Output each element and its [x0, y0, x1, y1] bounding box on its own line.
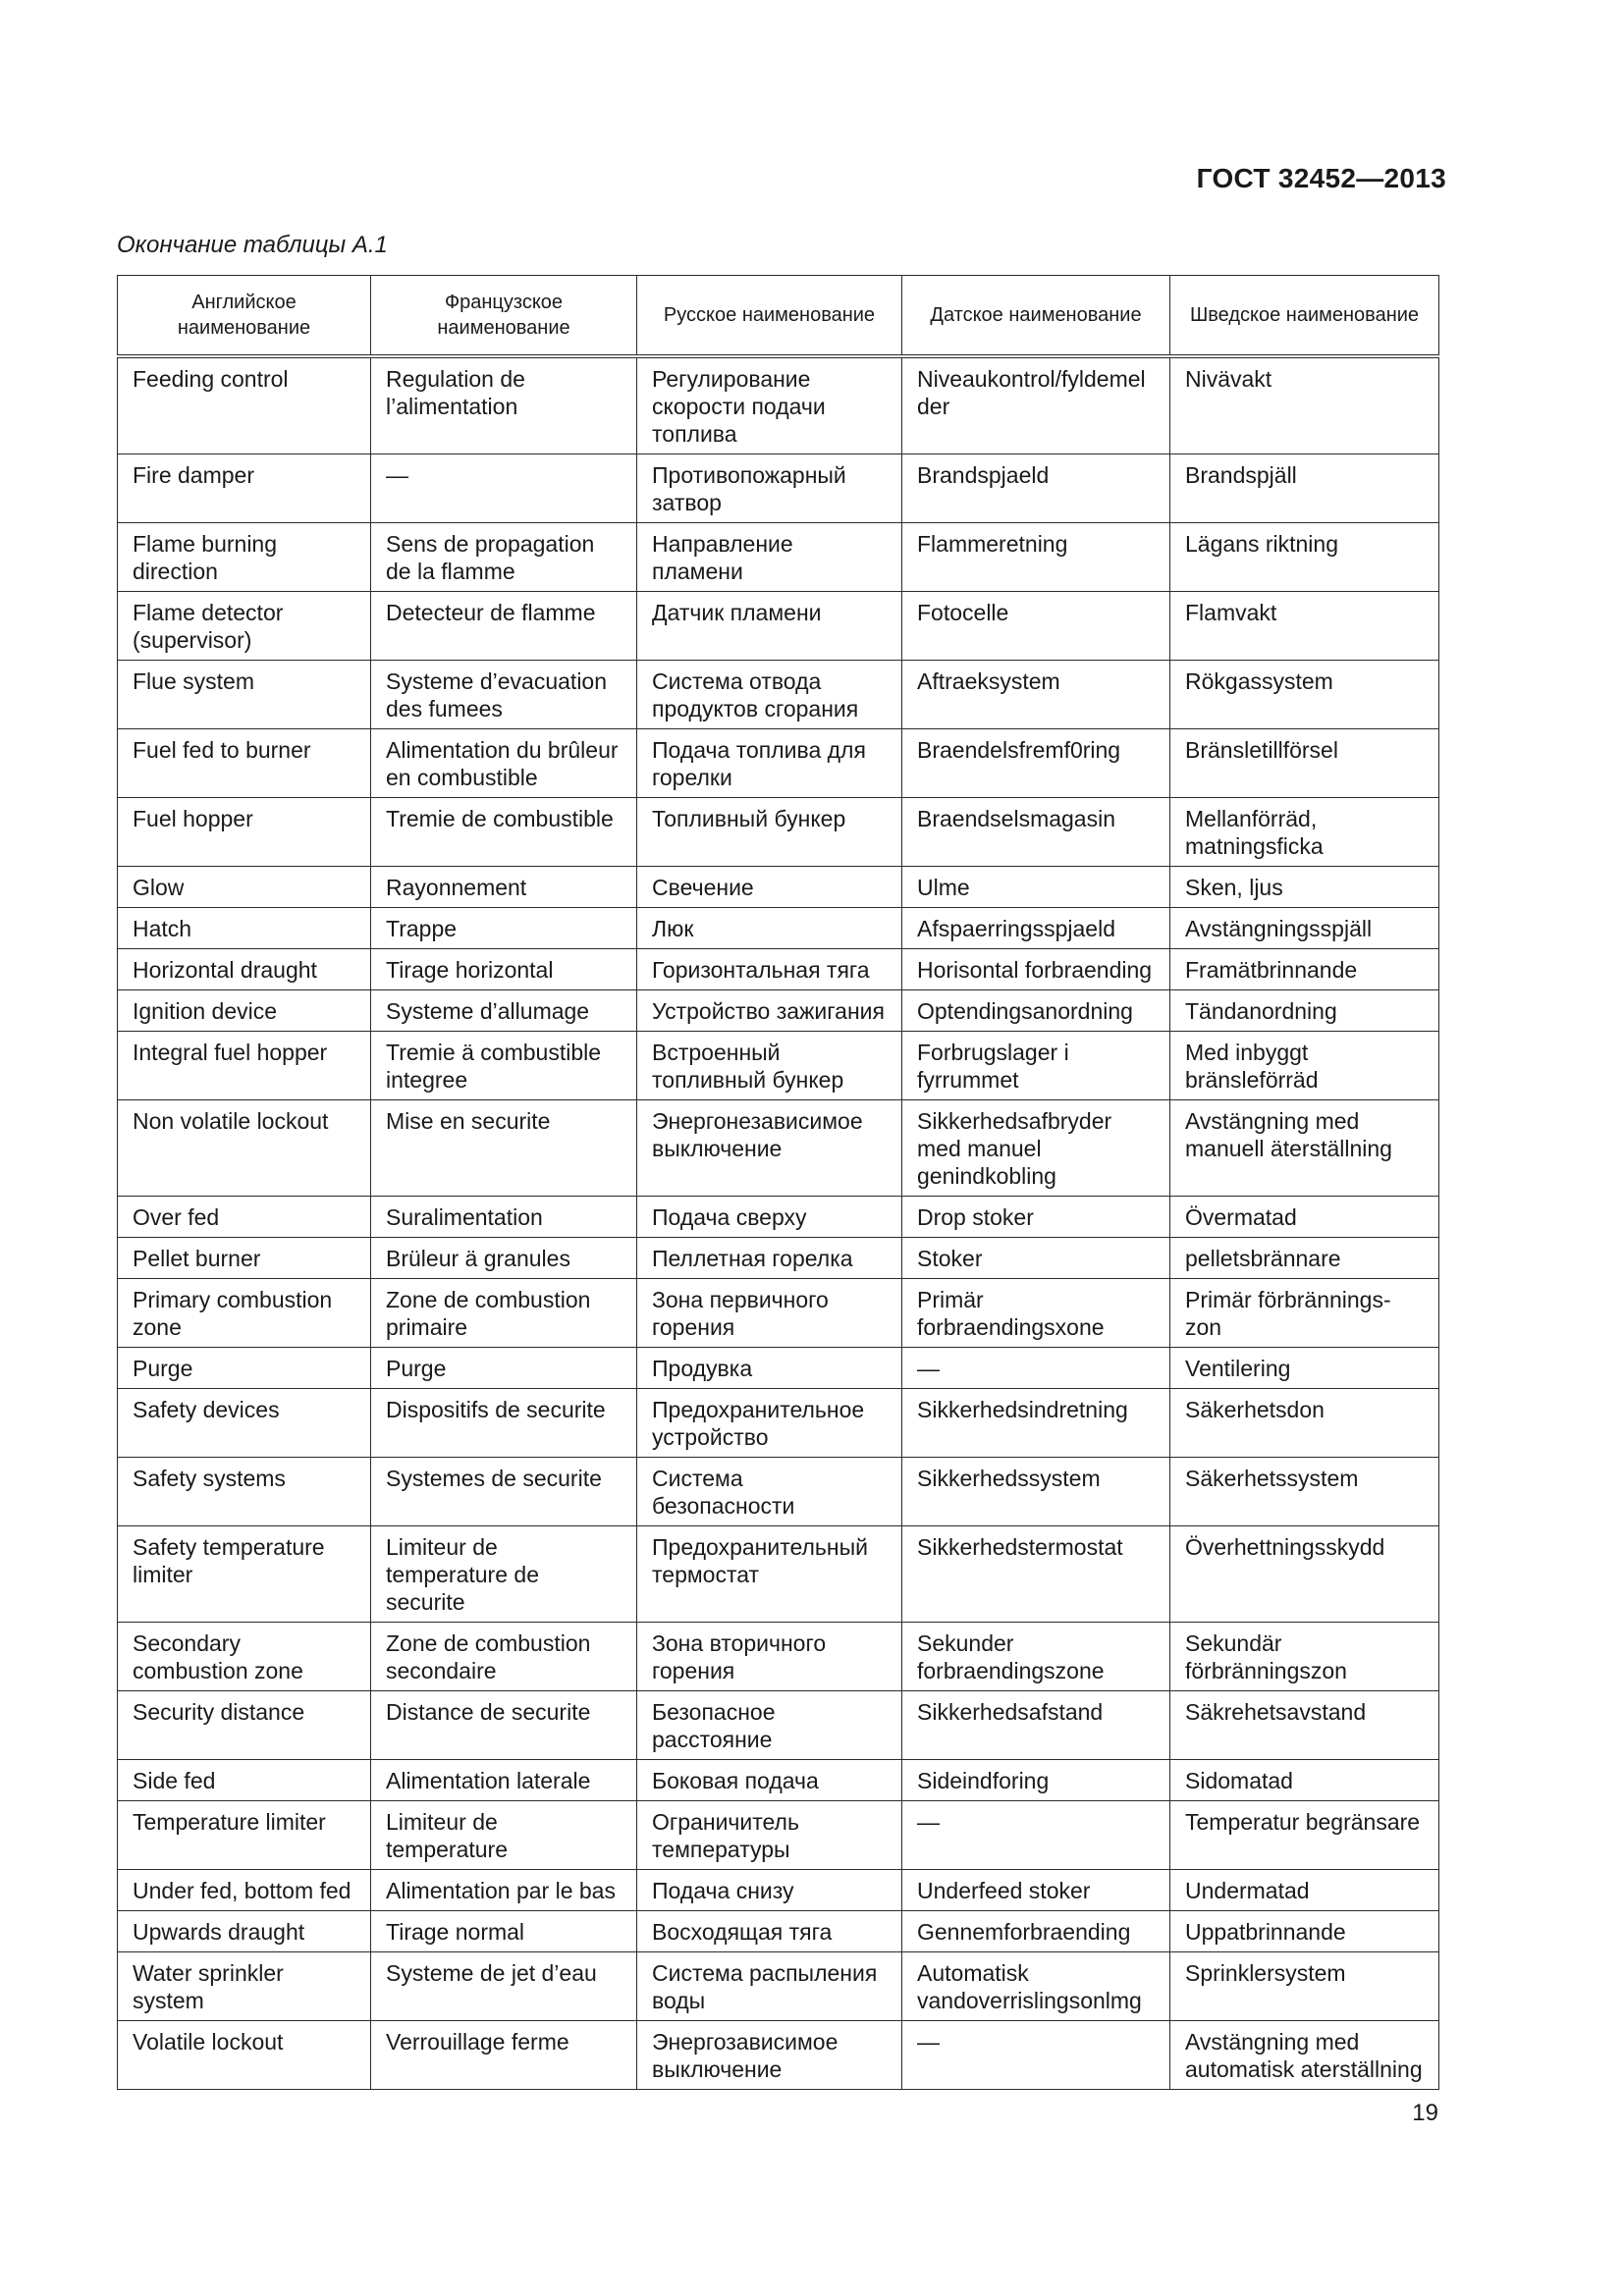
cell-french: Systeme d’allumage: [371, 990, 637, 1032]
table-row: [118, 1801, 1439, 1870]
cell-danish: —: [902, 1801, 1170, 1870]
cell-swedish: Säkerhetsdon: [1170, 1389, 1439, 1458]
cell-english: Ignition device: [118, 990, 371, 1032]
cell-swedish: Brandspjäll: [1170, 454, 1439, 523]
cell-russian: Пеллетная горелка: [637, 1238, 902, 1279]
cell-english: Safety temperature limiter: [118, 1526, 371, 1623]
cell-english: Primary combustion zone: [118, 1279, 371, 1348]
cell-english: Over fed: [118, 1197, 371, 1238]
cell-french: Systeme de jet d’eau: [371, 1952, 637, 2021]
cell-russian: Зона первичного горения: [637, 1279, 902, 1348]
cell-danish: Sikkerhedssystem: [902, 1458, 1170, 1526]
cell-swedish: Tändanordning: [1170, 990, 1439, 1032]
table-row: [118, 949, 1439, 990]
cell-russian: Свечение: [637, 867, 902, 908]
cell-english: Flame detector (supervisor): [118, 592, 371, 661]
cell-swedish: pelletsbrännare: [1170, 1238, 1439, 1279]
cell-swedish: Sekundär förbränningszon: [1170, 1623, 1439, 1691]
cell-russian: Система отвода продуктов сгорания: [637, 661, 902, 729]
cell-english: Temperature limiter: [118, 1801, 371, 1870]
column-header-swedish: Шведское наименование: [1170, 276, 1439, 357]
cell-english: Feeding control: [118, 356, 371, 454]
table-row: [118, 908, 1439, 949]
cell-english: Flame burning direction: [118, 523, 371, 592]
cell-swedish: Flamvakt: [1170, 592, 1439, 661]
table-header: [118, 276, 1439, 357]
column-header-english: Английское наименование: [118, 276, 371, 357]
cell-swedish: Avstängningsspjäll: [1170, 908, 1439, 949]
cell-swedish: Säkrehetsavstand: [1170, 1691, 1439, 1760]
cell-french: Tirage normal: [371, 1911, 637, 1952]
cell-russian: Энергозависимое выключение: [637, 2021, 902, 2090]
cell-russian: Люк: [637, 908, 902, 949]
document-standard-header: ГОСТ 32452—2013: [1196, 163, 1446, 193]
cell-english: Under fed, bottom fed: [118, 1870, 371, 1911]
cell-french: Dispositifs de securite: [371, 1389, 637, 1458]
table-row: [118, 661, 1439, 729]
cell-swedish: Primär förbrännings-zon: [1170, 1279, 1439, 1348]
cell-danish: Ulme: [902, 867, 1170, 908]
cell-swedish: Säkerhetssystem: [1170, 1458, 1439, 1526]
page-number: 19: [1412, 2100, 1438, 2126]
cell-english: Fuel fed to burner: [118, 729, 371, 798]
cell-danish: Brandspjaeld: [902, 454, 1170, 523]
cell-french: Regulation de l’alimentation: [371, 356, 637, 454]
cell-russian: Безопасное расстояние: [637, 1691, 902, 1760]
table-row: [118, 454, 1439, 523]
cell-french: Limiteur de temperature: [371, 1801, 637, 1870]
cell-english: Safety devices: [118, 1389, 371, 1458]
table-row: [118, 1623, 1439, 1691]
cell-danish: Flammeretning: [902, 523, 1170, 592]
cell-english: Water sprinkler system: [118, 1952, 371, 2021]
table-row: [118, 356, 1439, 454]
cell-russian: Противопожарный затвор: [637, 454, 902, 523]
table-row: [118, 798, 1439, 867]
cell-russian: Топливный бункер: [637, 798, 902, 867]
cell-french: Systemes de securite: [371, 1458, 637, 1526]
cell-french: Suralimentation: [371, 1197, 637, 1238]
cell-french: Sens de propagation de la flamme: [371, 523, 637, 592]
cell-french: Tremie de combustible: [371, 798, 637, 867]
cell-russian: Зона вторичного горения: [637, 1623, 902, 1691]
table-row: [118, 1348, 1439, 1389]
cell-russian: Встроенный топливный бункер: [637, 1032, 902, 1100]
cell-french: Limiteur de temperature de securite: [371, 1526, 637, 1623]
cell-french: Alimentation laterale: [371, 1760, 637, 1801]
cell-danish: Horisontal forbraending: [902, 949, 1170, 990]
cell-french: Alimentation par le bas: [371, 1870, 637, 1911]
cell-swedish: Sken, ljus: [1170, 867, 1439, 908]
cell-english: Volatile lockout: [118, 2021, 371, 2090]
cell-russian: Система безопасности: [637, 1458, 902, 1526]
cell-swedish: Rökgassystem: [1170, 661, 1439, 729]
cell-swedish: Nivävakt: [1170, 356, 1439, 454]
cell-russian: Горизонтальная тяга: [637, 949, 902, 990]
cell-danish: Sikkerhedsindretning: [902, 1389, 1170, 1458]
cell-russian: Подача снизу: [637, 1870, 902, 1911]
cell-swedish: Avstängning med automatisk aterställning: [1170, 2021, 1439, 2090]
table-row: [118, 1238, 1439, 1279]
column-header-russian: Русское наименование: [637, 276, 902, 357]
column-header-danish: Датское наименование: [902, 276, 1170, 357]
cell-english: Integral fuel hopper: [118, 1032, 371, 1100]
cell-french: Tirage horizontal: [371, 949, 637, 990]
cell-english: Purge: [118, 1348, 371, 1389]
cell-english: Fire damper: [118, 454, 371, 523]
table-row: [118, 1279, 1439, 1348]
cell-french: Tremie ä combustible integree: [371, 1032, 637, 1100]
cell-danish: —: [902, 2021, 1170, 2090]
table-row: [118, 592, 1439, 661]
cell-french: Detecteur de flamme: [371, 592, 637, 661]
cell-french: Brüleur ä granules: [371, 1238, 637, 1279]
table-row: [118, 1526, 1439, 1623]
cell-danish: Braendselsmagasin: [902, 798, 1170, 867]
cell-swedish: Lägans riktning: [1170, 523, 1439, 592]
cell-french: Trappe: [371, 908, 637, 949]
cell-danish: Aftraeksystem: [902, 661, 1170, 729]
table-row: [118, 1100, 1439, 1197]
cell-swedish: Undermatad: [1170, 1870, 1439, 1911]
cell-danish: Drop stoker: [902, 1197, 1170, 1238]
cell-french: Alimentation du brûleur en combustible: [371, 729, 637, 798]
table-row: [118, 523, 1439, 592]
table-row: [118, 1870, 1439, 1911]
cell-danish: Sikkerhedsafstand: [902, 1691, 1170, 1760]
cell-danish: Sikkerhedsafbryder med manuel genindkobling: [902, 1100, 1170, 1197]
cell-danish: Sideindforing: [902, 1760, 1170, 1801]
table-row: [118, 729, 1439, 798]
cell-swedish: Mellanförräd, matningsficka: [1170, 798, 1439, 867]
cell-swedish: Framätbrinnande: [1170, 949, 1439, 990]
table-caption: Окончание таблицы А.1: [117, 232, 388, 258]
cell-danish: Primär forbraendingsxone: [902, 1279, 1170, 1348]
cell-english: Horizontal draught: [118, 949, 371, 990]
cell-danish: Sikkerhedstermostat: [902, 1526, 1170, 1623]
cell-russian: Предохранительный термостат: [637, 1526, 902, 1623]
cell-danish: Gennemforbraending: [902, 1911, 1170, 1952]
cell-danish: Afspaerringsspjaeld: [902, 908, 1170, 949]
cell-swedish: Övermatad: [1170, 1197, 1439, 1238]
cell-english: Glow: [118, 867, 371, 908]
cell-russian: Подача сверху: [637, 1197, 902, 1238]
cell-russian: Направление пламени: [637, 523, 902, 592]
cell-danish: Optendingsanordning: [902, 990, 1170, 1032]
cell-russian: Система распыления воды: [637, 1952, 902, 2021]
table-row: [118, 1389, 1439, 1458]
cell-russian: Продувка: [637, 1348, 902, 1389]
cell-french: Mise en securite: [371, 1100, 637, 1197]
cell-english: Secondary combustion zone: [118, 1623, 371, 1691]
cell-english: Security distance: [118, 1691, 371, 1760]
table-row: [118, 990, 1439, 1032]
cell-danish: Sekunder forbraendingszone: [902, 1623, 1170, 1691]
cell-swedish: Ventilering: [1170, 1348, 1439, 1389]
cell-russian: Боковая подача: [637, 1760, 902, 1801]
cell-french: Rayonnement: [371, 867, 637, 908]
cell-danish: Niveaukontrol/fyldemelder: [902, 356, 1170, 454]
table-row: [118, 1760, 1439, 1801]
cell-russian: Датчик пламени: [637, 592, 902, 661]
cell-french: Systeme d’evacuation des fumees: [371, 661, 637, 729]
column-header-french: Французское наименование: [371, 276, 637, 357]
cell-danish: —: [902, 1348, 1170, 1389]
cell-english: Hatch: [118, 908, 371, 949]
table-row: [118, 1458, 1439, 1526]
cell-russian: Энергонезависимое выключение: [637, 1100, 902, 1197]
header-row: [118, 276, 1439, 357]
cell-russian: Регулирование скорости подачи топлива: [637, 356, 902, 454]
table-row: [118, 1197, 1439, 1238]
cell-swedish: Uppatbrinnande: [1170, 1911, 1439, 1952]
cell-french: Distance de securite: [371, 1691, 637, 1760]
cell-swedish: Sprinklersystem: [1170, 1952, 1439, 2021]
cell-swedish: Sidomatad: [1170, 1760, 1439, 1801]
table-row: [118, 867, 1439, 908]
terminology-table: [117, 275, 1439, 2090]
cell-swedish: Med inbyggt bränsleförräd: [1170, 1032, 1439, 1100]
cell-french: Purge: [371, 1348, 637, 1389]
cell-russian: Ограничитель температуры: [637, 1801, 902, 1870]
cell-danish: Forbrugslager i fyrrummet: [902, 1032, 1170, 1100]
cell-swedish: Överhettningsskydd: [1170, 1526, 1439, 1623]
cell-english: Upwards draught: [118, 1911, 371, 1952]
cell-swedish: Temperatur begränsare: [1170, 1801, 1439, 1870]
cell-russian: Подача топлива для горелки: [637, 729, 902, 798]
cell-swedish: Avstängning med manuell äterställning: [1170, 1100, 1439, 1197]
table-body: [118, 356, 1439, 2090]
cell-swedish: Bränsletillförsel: [1170, 729, 1439, 798]
table-row: [118, 1952, 1439, 2021]
cell-danish: Stoker: [902, 1238, 1170, 1279]
cell-french: Zone de combustion secondaire: [371, 1623, 637, 1691]
cell-english: Non volatile lockout: [118, 1100, 371, 1197]
cell-russian: Предохранительное устройство: [637, 1389, 902, 1458]
cell-french: —: [371, 454, 637, 523]
cell-french: Verrouillage ferme: [371, 2021, 637, 2090]
table-row: [118, 1032, 1439, 1100]
table-row: [118, 1691, 1439, 1760]
cell-english: Safety systems: [118, 1458, 371, 1526]
cell-danish: Automatisk vandoverrislingsonlmg: [902, 1952, 1170, 2021]
cell-russian: Устройство зажигания: [637, 990, 902, 1032]
cell-russian: Восходящая тяга: [637, 1911, 902, 1952]
cell-english: Pellet burner: [118, 1238, 371, 1279]
cell-danish: Braendelsfremf0ring: [902, 729, 1170, 798]
cell-english: Side fed: [118, 1760, 371, 1801]
cell-danish: Underfeed stoker: [902, 1870, 1170, 1911]
cell-english: Fuel hopper: [118, 798, 371, 867]
cell-danish: Fotocelle: [902, 592, 1170, 661]
table-row: [118, 2021, 1439, 2090]
cell-english: Flue system: [118, 661, 371, 729]
cell-french: Zone de combustion primaire: [371, 1279, 637, 1348]
table-row: [118, 1911, 1439, 1952]
